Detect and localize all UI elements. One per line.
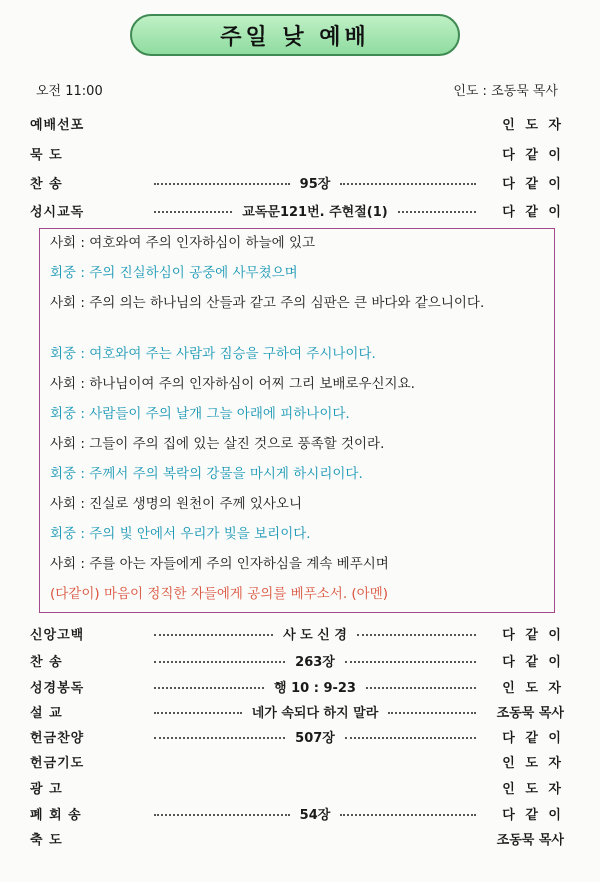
litany-line: 사회 : 여호와여 주의 인자하심이 하늘에 있고 [50,235,316,251]
order-performer: 조동묵 목사 [496,832,564,848]
order-label: 헌금찬양 [30,730,85,746]
order-row-benediction [30,827,564,849]
order-performer: 다 같 이 [502,654,564,670]
order-row-hymn-2 [30,649,564,671]
litany-line: 회중 : 주께서 주의 복락의 강물을 마시게 하시리이다. [50,466,363,482]
dot-leader [154,737,285,739]
litany-line: 회중 : 사람들이 주의 날개 그늘 아래에 피하나이다. [50,406,350,422]
order-performer: 다 같 이 [502,730,564,746]
dot-leader [154,814,290,816]
order-label: 신앙고백 [30,627,85,643]
order-row-silent-prayer [30,142,564,164]
service-time: 오전 11:00 [36,84,103,99]
order-row-proclamation [30,112,564,134]
dot-leader [388,712,476,714]
dot-leader [366,687,476,689]
order-performer: 인 도 자 [502,755,564,771]
dot-leader [357,634,476,636]
dot-leader [154,661,285,663]
order-label: 폐 회 송 [30,807,82,823]
litany-line: (다같이) 마음이 정직한 자들에게 공의를 베푸소서. (아멘) [50,586,389,602]
litany-line: 사회 : 주를 아는 자들에게 주의 인자하심을 계속 베푸시며 [50,556,389,572]
order-row-sermon [30,700,564,722]
dot-leader [340,183,476,185]
order-performer: 인 도 자 [502,117,564,133]
order-performer: 인 도 자 [502,781,564,797]
order-row-announcements [30,776,564,798]
order-detail: 54장 [299,807,331,823]
order-performer: 다 같 이 [502,627,564,643]
order-row-hymn [30,171,564,193]
litany-line: 사회 : 진실로 생명의 원천이 주께 있사오니 [50,496,302,512]
litany-line: 사회 : 그들이 주의 집에 있는 살진 것으로 풍족할 것이라. [50,436,385,452]
dot-leader [154,712,242,714]
litany-line: 회중 : 주의 진실하심이 공중에 사무쳤으며 [50,265,298,281]
order-row-offering-prayer [30,750,564,772]
page-title: 주일 낮 예배 [130,14,460,56]
order-label: 광 고 [30,781,63,797]
order-label: 성시교독 [30,204,85,220]
litany-line: 회중 : 여호와여 주는 사람과 짐승을 구하여 주시나이다. [50,346,376,362]
order-detail: 행 10 : 9-23 [274,680,356,696]
order-row-closing-hymn [30,802,564,824]
dot-leader [154,211,232,213]
dot-leader [340,814,476,816]
order-detail: 네가 속되다 하지 말라 [251,705,379,721]
order-performer: 다 같 이 [502,807,564,823]
dot-leader [154,687,264,689]
order-performer: 다 같 이 [502,176,564,192]
order-label: 예배선포 [30,117,85,133]
order-label: 찬 송 [30,176,63,192]
litany-line: 사회 : 주의 의는 하나님의 산들과 같고 주의 심판은 큰 바다와 같으니이다. [50,295,485,311]
order-label: 축 도 [30,832,63,848]
order-performer: 조동묵 목사 [496,705,564,721]
order-detail: 263장 [295,654,335,670]
order-label: 묵 도 [30,147,63,163]
order-detail: 교독문121번. 주현절(1) [242,204,388,220]
litany-line: 사회 : 하나님이여 주의 인자하심이 어찌 그리 보배로우신지요. [50,376,415,392]
dot-leader [154,634,273,636]
dot-leader [398,211,476,213]
order-label: 헌금기도 [30,755,85,771]
order-row-creed [30,622,564,644]
dot-leader [154,183,290,185]
order-label: 성경봉독 [30,680,85,696]
order-label: 설 교 [30,705,63,721]
order-performer: 다 같 이 [502,147,564,163]
order-performer: 인 도 자 [502,680,564,696]
service-leader: 인도 : 조동묵 목사 [453,84,558,99]
dot-leader [345,737,476,739]
order-detail: 507장 [295,730,335,746]
order-detail: 사 도 신 경 [283,627,347,643]
dot-leader [345,661,476,663]
order-performer: 다 같 이 [502,204,564,220]
order-row-scripture [30,675,564,697]
order-row-responsive-reading [30,199,564,221]
order-label: 찬 송 [30,654,63,670]
order-row-offering-song [30,725,564,747]
litany-line: 회중 : 주의 빛 안에서 우리가 빛을 보리이다. [50,526,311,542]
order-detail: 95장 [299,176,331,192]
